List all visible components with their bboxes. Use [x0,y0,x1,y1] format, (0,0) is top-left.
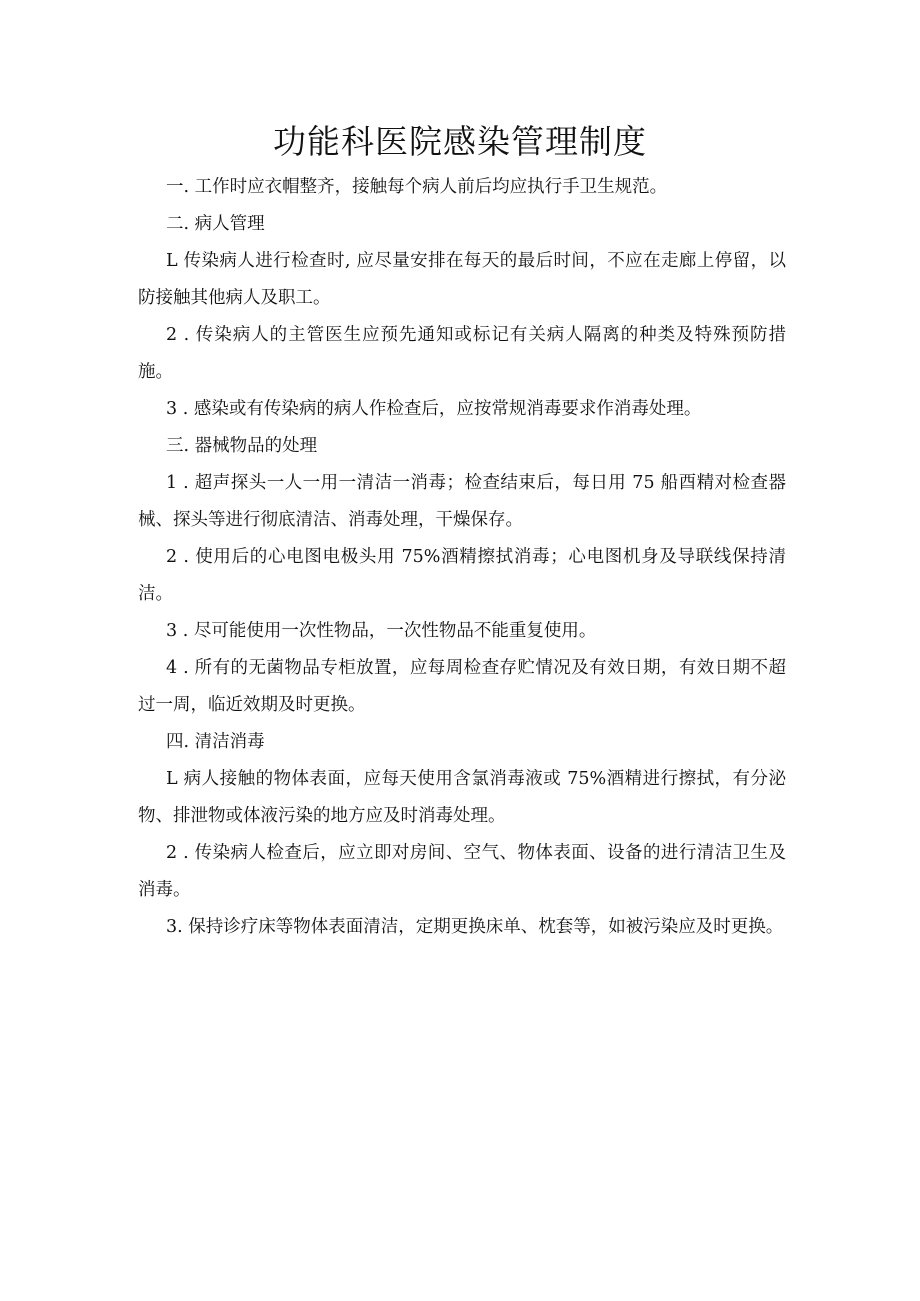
paragraph-general-rule: 一. 工作时应衣帽整齐，接触每个病人前后均应执行手卫生规范。 [166,177,668,197]
paragraph-cleaning-2: 2 . 传染病人检查后，应立即对房间、空气、物体表面、设备的进行清洁卫生及消毒。 [138,843,786,900]
paragraph-patient-1: L 传染病人进行检查时, 应尽量安排在每天的最后时间，不应在走廊上停留，以防接触其他病人及职工。 [138,251,786,308]
paragraph-cleaning-1: L 病人接触的物体表面，应每天使用含氯消毒液或 75%酒精进行擦拭，有分泌物、排泄物或体液污染的地方应及时消毒处理。 [138,769,786,826]
paragraph-equipment-4: 4 . 所有的无菌物品专柜放置，应每周检查存贮情况及有效日期，有效日期不超过一周，临近效期及时更换。 [138,658,786,715]
paragraph-equipment-2: 2 . 使用后的心电图电极头用 75%酒精擦拭消毒；心电图机身及导联线保持清洁。 [138,547,786,604]
paragraph-patient-3: 3 . 感染或有传染病的病人作检查后，应按常规消毒要求作消毒处理。 [166,399,702,419]
document-body [138,169,786,946]
paragraph-equipment-1: 1 . 超声探头一人一用一清洁一消毒；检查结束后，每日用 75 船酉精对检查器械、探头等进行彻底清洁、消毒处理，干燥保存。 [138,473,786,530]
document-title: 功能科医院感染管理制度 [273,122,647,161]
section-heading-cleaning: 四. 清洁消毒 [166,732,265,752]
section-heading-equipment: 三. 器械物品的处理 [166,436,318,456]
paragraph-patient-2: 2 . 传染病人的主管医生应预先通知或标记有关病人隔离的种类及特殊预防措施。 [138,325,786,382]
section-heading-patient-management: 二. 病人管理 [166,214,265,234]
paragraph-equipment-3: 3 . 尽可能使用一次性物品，一次性物品不能重复使用。 [166,621,597,641]
paragraph-cleaning-3: 3. 保持诊疗床等物体表面清洁，定期更换床单、枕套等，如被污染应及时更换。 [166,917,784,937]
